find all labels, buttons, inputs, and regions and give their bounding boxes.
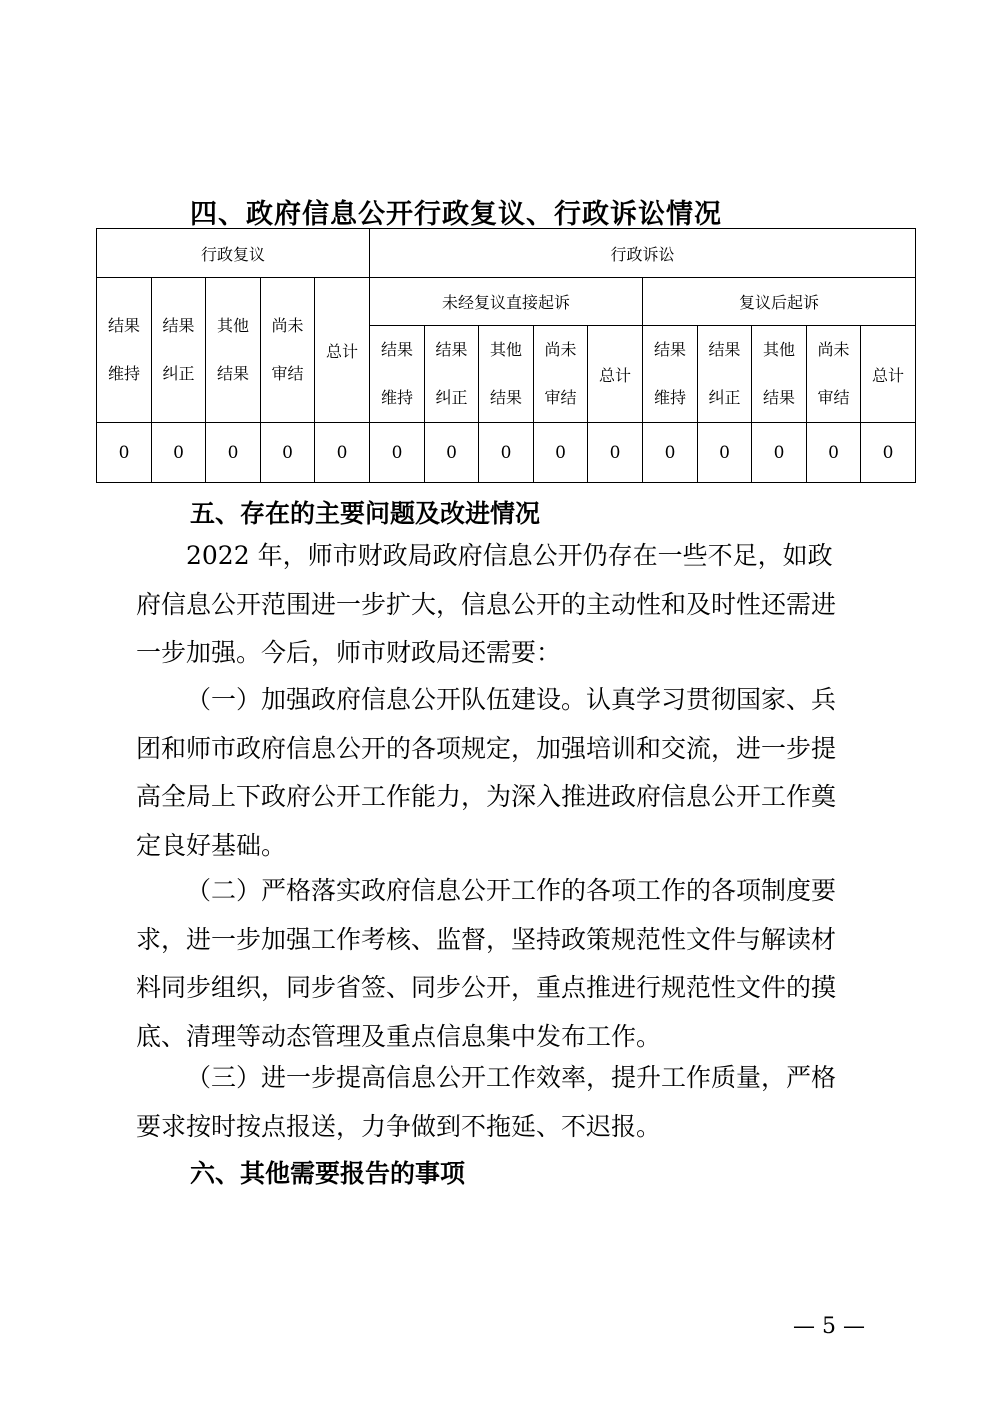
table-cell: 0 bbox=[425, 423, 479, 483]
col-header: 结果 纠正 bbox=[698, 326, 752, 423]
col-header-total: 总计 bbox=[315, 278, 370, 423]
section-5-title: 五、存在的主要问题及改进情况 bbox=[190, 499, 541, 528]
table-cell: 0 bbox=[97, 423, 152, 483]
col-header: 尚未 审结 bbox=[807, 326, 861, 423]
section-4-title: 四、政府信息公开行政复议、行政诉讼情况 bbox=[190, 199, 722, 230]
col-header-total: 总计 bbox=[861, 326, 916, 423]
col-header: 其他 结果 bbox=[752, 326, 807, 423]
col-header: 结果 维持 bbox=[97, 278, 152, 423]
col-header: 尚未 审结 bbox=[261, 278, 315, 423]
table-cell: 0 bbox=[698, 423, 752, 483]
header-after-reconsideration: 复议后起诉 bbox=[643, 278, 916, 326]
header-litigation: 行政诉讼 bbox=[370, 229, 916, 278]
col-header: 结果 维持 bbox=[370, 326, 425, 423]
table-cell: 0 bbox=[206, 423, 261, 483]
col-header: 其他 结果 bbox=[479, 326, 534, 423]
col-header: 结果 纠正 bbox=[152, 278, 206, 423]
paragraph-intro: 2022 年，师市财政局政府信息公开仍存在一些不足，如政 府信息公开范围进一步扩大，信息公开的主动性和及时性还需进 一步加强。今后，师市财政局还需要： bbox=[136, 541, 837, 667]
col-header: 其他 结果 bbox=[206, 278, 261, 423]
col-header: 尚未 审结 bbox=[534, 326, 588, 423]
header-direct-suit: 未经复议直接起诉 bbox=[370, 278, 643, 326]
table-cell: 0 bbox=[861, 423, 916, 483]
paragraph-item-2: （二）严格落实政府信息公开工作的各项工作的各项制度要 求，进一步加强工作考核、监督，坚持政策规范性文件与解读材 料同步组织，同步省签、同步公开，重点推进行规范性文件的摸 底、清理等动态管理及重点信息集中发布工作。 bbox=[136, 876, 837, 1051]
col-header: 结果 纠正 bbox=[425, 326, 479, 423]
table-cell: 0 bbox=[807, 423, 861, 483]
review-litigation-table bbox=[96, 228, 916, 483]
table-cell: 0 bbox=[315, 423, 370, 483]
table-cell: 0 bbox=[534, 423, 588, 483]
table-cell: 0 bbox=[643, 423, 698, 483]
table-cell: 0 bbox=[152, 423, 206, 483]
table-cell: 0 bbox=[588, 423, 643, 483]
table-cell: 0 bbox=[261, 423, 315, 483]
col-header-total: 总计 bbox=[588, 326, 643, 423]
col-header: 结果 维持 bbox=[643, 326, 698, 423]
section-6-title: 六、其他需要报告的事项 bbox=[190, 1159, 466, 1188]
table-cell: 0 bbox=[752, 423, 807, 483]
paragraph-item-3: （三）进一步提高信息公开工作效率，提升工作质量，严格 要求按时按点报送，力争做到不拖延、不迟报。 bbox=[136, 1063, 837, 1141]
table-cell: 0 bbox=[479, 423, 534, 483]
table-cell: 0 bbox=[370, 423, 425, 483]
header-reconsideration: 行政复议 bbox=[97, 229, 370, 278]
paragraph-item-1: （一）加强政府信息公开队伍建设。认真学习贯彻国家、兵 团和师市政府信息公开的各项规定，加强培训和交流，进一步提 高全局上下政府公开工作能力，为深入推进政府信息公开工作奠 定良好基础。 bbox=[136, 685, 837, 860]
page-number: — 5 — bbox=[793, 1314, 865, 1339]
